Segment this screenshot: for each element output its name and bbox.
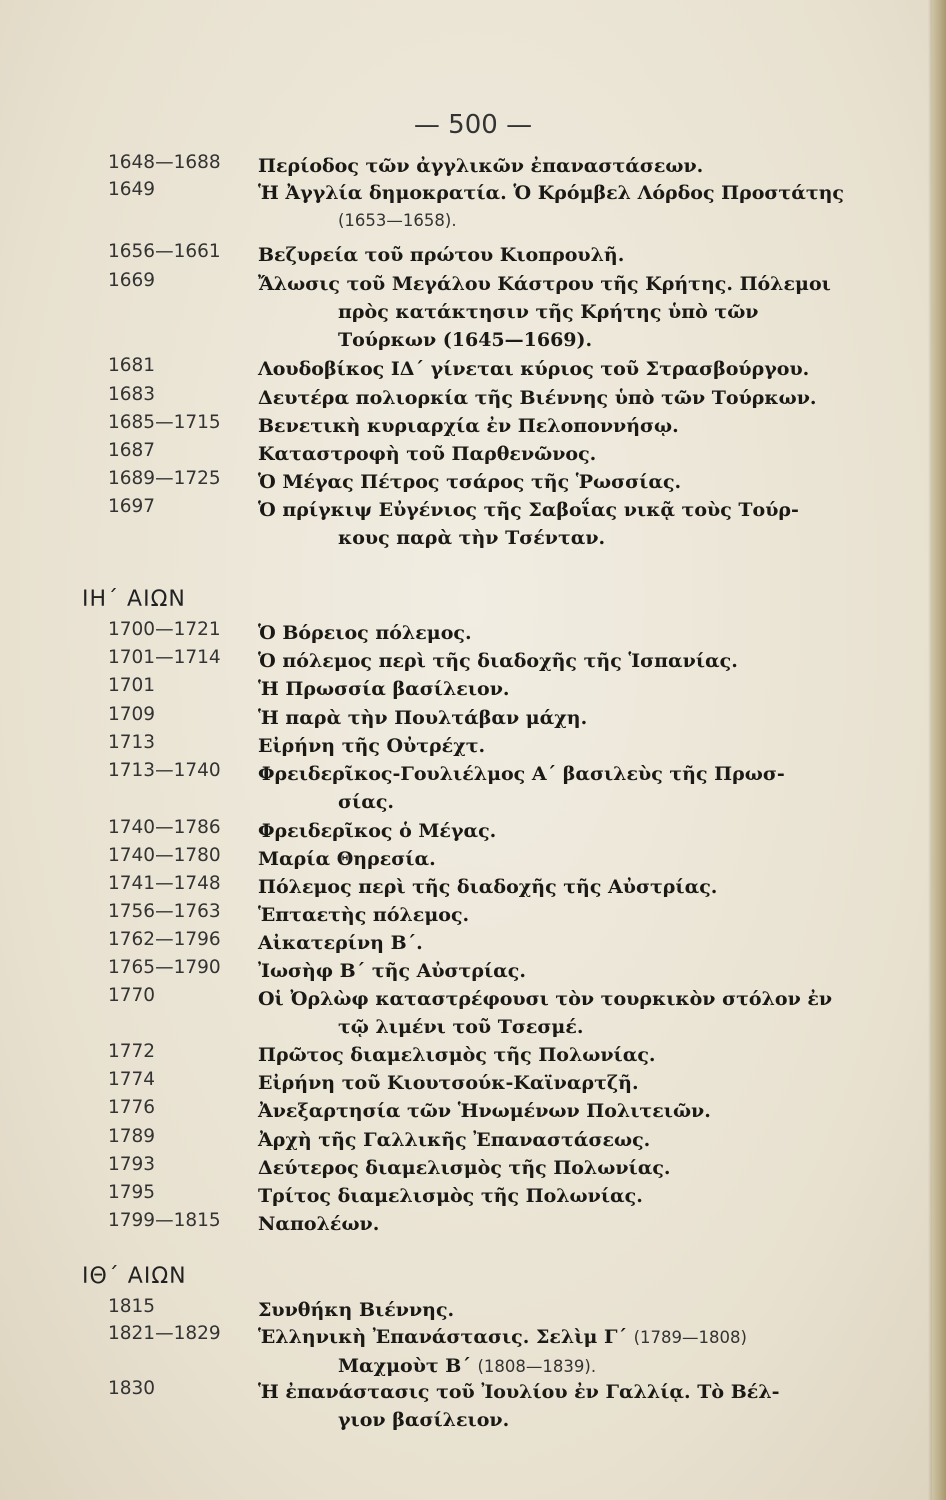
entry-date: 1740—1786 xyxy=(108,817,221,838)
entry-date: 1701—1714 xyxy=(108,647,221,668)
entry-text: Πόλεμος περὶ τῆς διαδοχῆς τῆς Αὐστρίας. xyxy=(258,876,718,898)
entry-date: 1709 xyxy=(108,704,156,725)
entry-text: Δευτέρα πολιορκία τῆς Βιέννης ὑπὸ τῶν Τούρκων. xyxy=(258,387,817,409)
entry-text: Φρειδερῖκος-Γουλιέλμος Α΄ βασιλεὺς τῆς Πρωσ- σίας. xyxy=(258,763,785,813)
entry-date: 1765—1790 xyxy=(108,957,221,978)
entry-text: Οἱ Ὀρλὼφ καταστρέφουσι τὸν τουρκικὸν στόλον ἐν τῷ λιμένι τοῦ Τσεσμέ. xyxy=(258,988,833,1038)
entry-text: Πρῶτος διαμελισμὸς τῆς Πολωνίας. xyxy=(258,1044,656,1066)
entry-date: 1830 xyxy=(108,1378,156,1399)
entry-text: Ἡ Πρωσσία βασίλειον. xyxy=(258,678,510,700)
entry-text: Ὁ Βόρειος πόλεμος. xyxy=(258,622,472,644)
entry-text: Εἰρήνη τῆς Οὐτρέχτ. xyxy=(258,735,486,757)
entry-date: 1700—1721 xyxy=(108,619,221,640)
entry-date: 1685—1715 xyxy=(108,412,221,433)
entry-date: 1795 xyxy=(108,1182,156,1203)
page-number: — 500 — xyxy=(413,110,533,140)
entry-date: 1656—1661 xyxy=(108,241,221,262)
entry-date: 1793 xyxy=(108,1154,156,1175)
entry-date: 1701 xyxy=(108,675,156,696)
entry-date: 1789 xyxy=(108,1126,156,1147)
entry-date: 1815 xyxy=(108,1296,156,1317)
entry-date: 1756—1763 xyxy=(108,901,221,922)
section-heading-18th-century: ΙΗ΄ ΑΙΩΝ xyxy=(82,587,186,612)
entry-date: 1687 xyxy=(108,440,156,461)
entry-text: Ἡ ἐπανάστασις τοῦ Ἰουλίου ἐν Γαλλίᾳ. Τὸ Βέλ- γιον βασίλειον. xyxy=(258,1381,780,1431)
entry-date: 1741—1748 xyxy=(108,873,221,894)
entry-date: 1740—1780 xyxy=(108,845,221,866)
entry-text: Δεύτερος διαμελισμὸς τῆς Πολωνίας. xyxy=(258,1157,671,1179)
entry-date: 1776 xyxy=(108,1097,156,1118)
entry-text: Συνθήκη Βιέννης. xyxy=(258,1299,455,1321)
entry-date: 1770 xyxy=(108,985,156,1006)
entry-text: Ὁ Μέγας Πέτρος τσάρος τῆς Ῥωσσίας. xyxy=(258,471,682,493)
entry-text: Ἄλωσις τοῦ Μεγάλου Κάστρου τῆς Κρήτης. Πόλεμοι πρὸς κατάκτησιν τῆς Κρήτης ὑπὸ τῶν Τούρκων (1645—1669). xyxy=(258,273,831,351)
entry-text: Φρειδερῖκος ὁ Μέγας. xyxy=(258,820,497,842)
entry-text: Αἰκατερίνη Β΄. xyxy=(258,932,423,954)
entry-date: 1821—1829 xyxy=(108,1323,221,1344)
entry-text: Ἀνεξαρτησία τῶν Ἡνωμένων Πολιτειῶν. xyxy=(258,1100,711,1122)
entry-date: 1681 xyxy=(108,355,156,376)
entry-date: 1683 xyxy=(108,384,156,405)
entry-date: 1669 xyxy=(108,270,156,291)
entry-text: Ὁ πόλεμος περὶ τῆς διαδοχῆς τῆς Ἱσπανίας. xyxy=(258,650,738,672)
entry-text: Ναπολέων. xyxy=(258,1213,380,1235)
entry-text: Ἀρχὴ τῆς Γαλλικῆς Ἐπαναστάσεως. xyxy=(258,1129,651,1151)
entry-text: Βεζυρεία τοῦ πρώτου Κιοπρουλῆ. xyxy=(258,244,625,266)
page-edge xyxy=(932,0,946,1500)
entry-text: Καταστροφὴ τοῦ Παρθενῶνος. xyxy=(258,443,597,465)
entry-date: 1697 xyxy=(108,496,156,517)
entry-text: Ὁ πρίγκιψ Εὐγένιος τῆς Σαβοΐας νικᾷ τοὺς Τούρ- κους παρὰ τὴν Τσένταν. xyxy=(258,499,799,549)
entry-date: 1689—1725 xyxy=(108,468,221,489)
page-edge-shadow xyxy=(928,0,932,1500)
entry-text: Εἰρήνη τοῦ Κιουτσούκ-Καϊναρτζῆ. xyxy=(258,1072,639,1094)
entry-text: Ἡ παρὰ τὴν Πουλτάβαν μάχη. xyxy=(258,707,588,729)
entry-text: Βενετικὴ κυριαρχία ἐν Πελοποννήσῳ. xyxy=(258,415,679,437)
entry-date: 1762—1796 xyxy=(108,929,221,950)
entry-text: Μαρία Θηρεσία. xyxy=(258,848,436,870)
entry-text: Ἡ Ἀγγλία δημοκρατία. Ὁ Κρόμβελ Λόρδος Προστάτης (1653—1658). xyxy=(258,182,844,230)
entry-text: Περίοδος τῶν ἀγγλικῶν ἐπαναστάσεων. xyxy=(258,155,704,177)
entry-text: Ἑλληνικὴ Ἐπανάστασις. Σελὶμ Γ΄ (1789—1808) Μαχμοὺτ Β΄ (1808—1839). xyxy=(258,1326,747,1377)
entry-text: Λουδοβίκος ΙΔ΄ γίνεται κύριος τοῦ Στρασβούργου. xyxy=(258,358,810,380)
entry-date: 1772 xyxy=(108,1041,156,1062)
entry-date: 1713—1740 xyxy=(108,760,221,781)
entry-text: Ἑπταετὴς πόλεμος. xyxy=(258,904,470,926)
entry-text: Τρίτος διαμελισμὸς τῆς Πολωνίας. xyxy=(258,1185,643,1207)
entry-date: 1649 xyxy=(108,179,156,200)
entry-date: 1774 xyxy=(108,1069,156,1090)
entry-date: 1648—1688 xyxy=(108,152,221,173)
section-heading-19th-century: ΙΘ΄ ΑΙΩΝ xyxy=(82,1264,187,1289)
entry-text: Ἰωσὴφ Β΄ τῆς Αὐστρίας. xyxy=(258,960,526,982)
entry-date: 1713 xyxy=(108,732,156,753)
entry-date: 1799—1815 xyxy=(108,1210,221,1231)
